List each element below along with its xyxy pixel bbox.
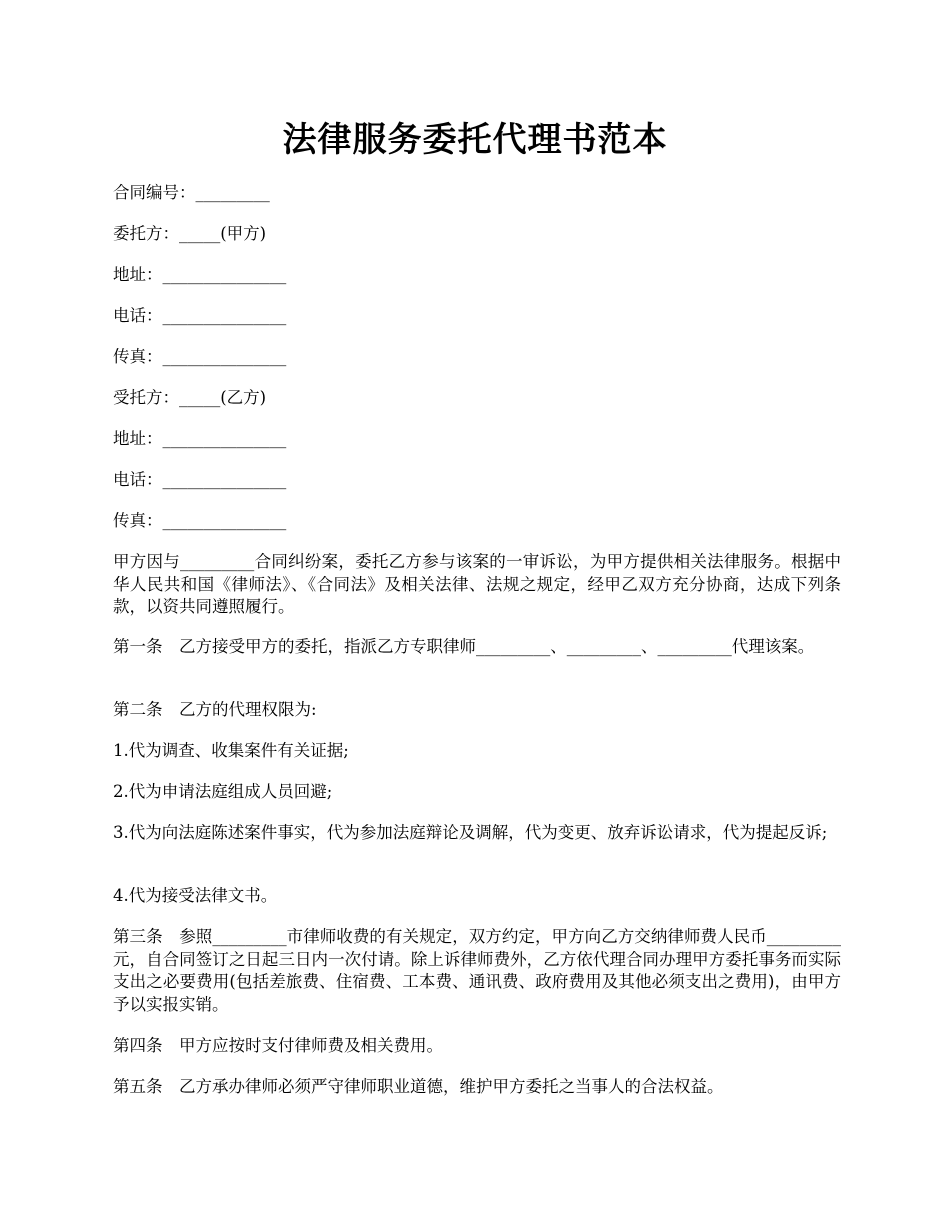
authority-item-4: 4.代为接受法律文书。 xyxy=(113,886,278,905)
contract-number-field: 合同编号：_________ xyxy=(113,183,270,202)
authority-item-2: 2.代为申请法庭组成人员回避; xyxy=(113,782,333,801)
article-4-paragraph: 第四条 甲方应按时支付律师费及相关费用。 xyxy=(113,1036,443,1055)
authority-item-1: 1.代为调查、收集案件有关证据; xyxy=(113,741,349,760)
article-2-paragraph: 第二条 乙方的代理权限为: xyxy=(113,700,317,719)
document-title: 法律服务委托代理书范本 xyxy=(282,120,668,160)
client-phone-field: 电话：_______________ xyxy=(113,306,287,325)
agent-party-field: 受托方：_____(乙方) xyxy=(113,388,267,407)
authority-item-3: 3.代为向法庭陈述案件事实，代为参加法庭辩论及调解，代为变更、放弃诉讼请求，代为提起反诉; xyxy=(113,823,828,842)
article-3-paragraph: 第三条 参照_________市律师收费的有关规定，双方约定，甲方向乙方交纳律师费人民币_________元，自合同签订之日起三日内一次付请。除上诉律师费外，乙方依代理合同办理甲方委托事务而实际支出之必要费用(包括差旅费、住宿费、工本费、通讯费、政府费用及其他必须支出之费用)，由甲方予以实报实销。 xyxy=(113,927,841,1014)
article-5-paragraph: 第五条 乙方承办律师必须严守律师职业道德，维护甲方委托之当事人的合法权益。 xyxy=(113,1077,724,1096)
agent-fax-field: 传真：_______________ xyxy=(113,511,287,530)
client-address-field: 地址：_______________ xyxy=(113,265,287,284)
client-fax-field: 传真：_______________ xyxy=(113,347,287,366)
agent-address-field: 地址：_______________ xyxy=(113,429,287,448)
client-party-field: 委托方：_____(甲方) xyxy=(113,224,267,243)
agent-phone-field: 电话：_______________ xyxy=(113,470,287,489)
article-1-paragraph: 第一条 乙方接受甲方的委托，指派乙方专职律师_________、_________、_________代理该案。 xyxy=(113,637,815,656)
preamble-paragraph: 甲方因与_________合同纠纷案，委托乙方参与该案的一审诉讼，为甲方提供相关法律服务。根据中华人民共和国《律师法》、《合同法》及相关法律、法规之规定，经甲乙双方充分协商，达成下列条款，以资共同遵照履行。 xyxy=(113,552,841,616)
